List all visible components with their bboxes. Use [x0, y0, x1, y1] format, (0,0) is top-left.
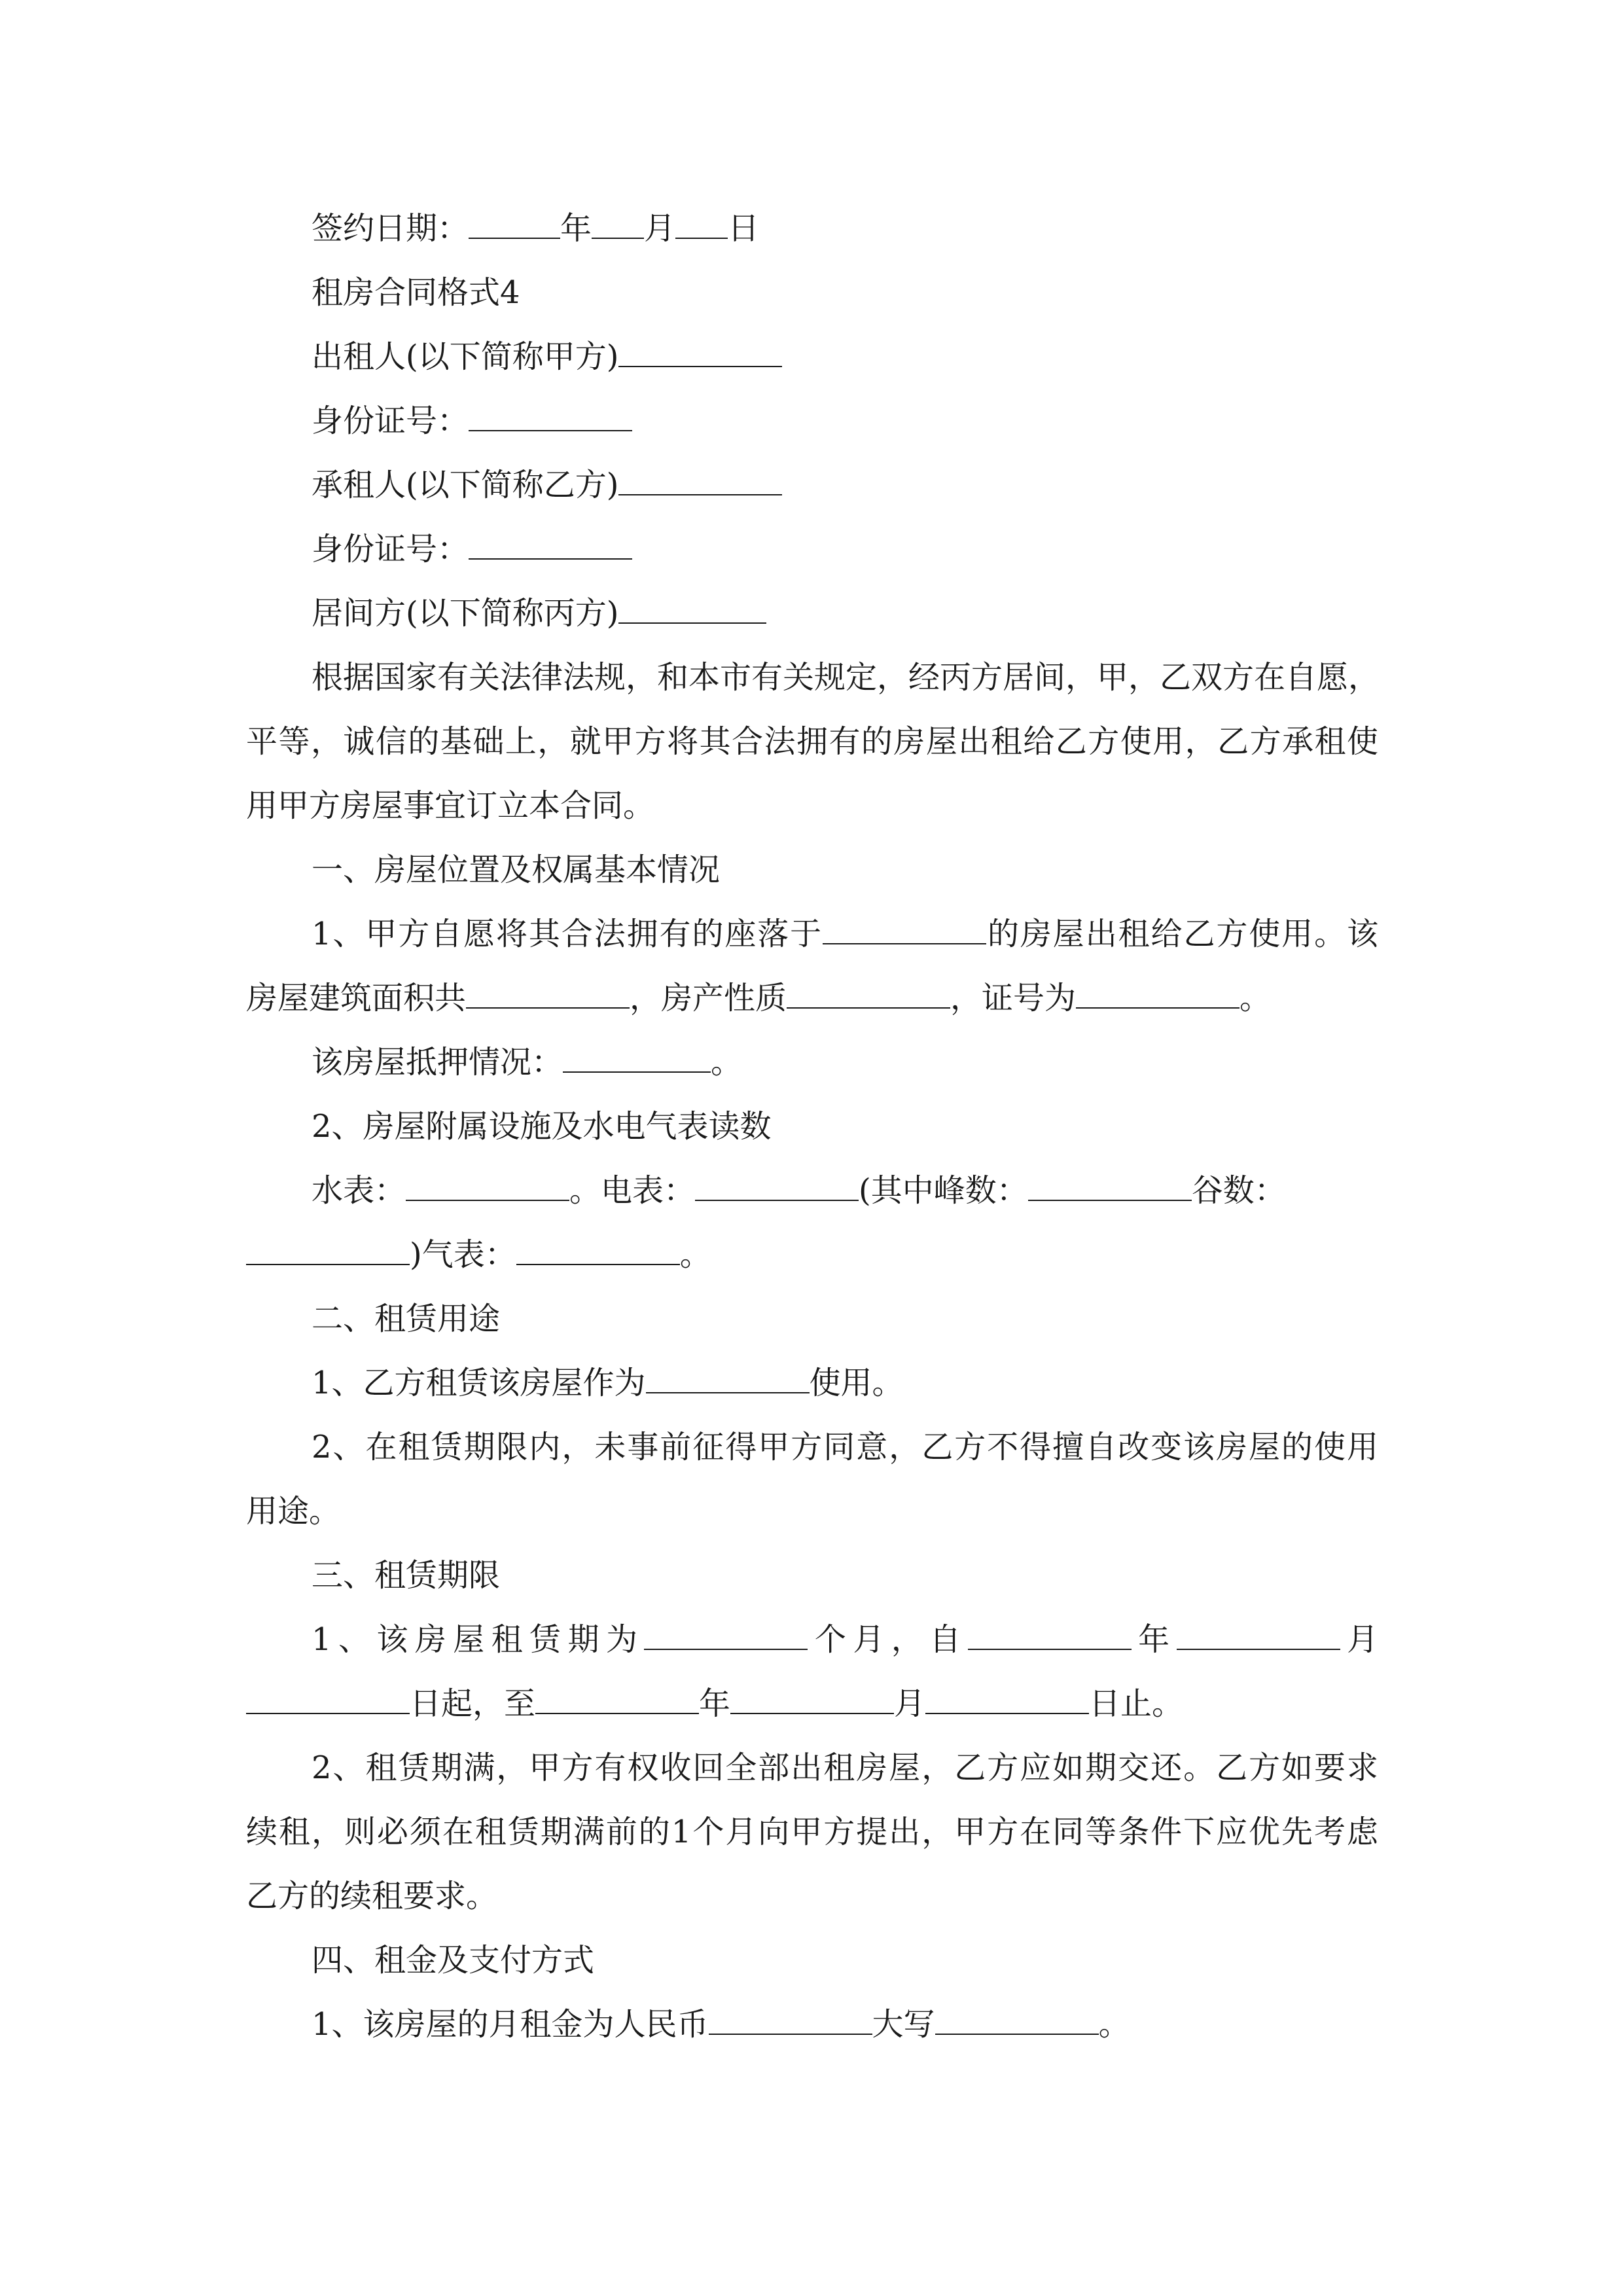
- start-month-blank: [1177, 1620, 1340, 1650]
- electric-meter-blank: [695, 1171, 859, 1201]
- meter-line-2: [246, 1223, 1378, 1287]
- clause-3-1-text-f: 年: [699, 1685, 731, 1722]
- location-blank: [823, 914, 986, 944]
- sign-date-day-label: 日: [728, 210, 760, 247]
- clause-3-1-line-1: [246, 1607, 1378, 1672]
- intro-line-3: 用甲方房屋事宜订立本合同。: [246, 787, 655, 824]
- tenant-id-line: [246, 517, 1378, 581]
- rent-amount-words-blank: [935, 2005, 1099, 2035]
- landlord-label: 出租人(以下简称甲方): [312, 338, 619, 375]
- agent-label: 居间方(以下简称丙方): [312, 595, 619, 632]
- section-1-title: 一、房屋位置及权属基本情况: [312, 852, 721, 888]
- sign-date-day-blank: [675, 209, 728, 239]
- clause-4-1-text-c: 。: [1098, 2006, 1130, 2043]
- clause-3-1-text-d: 月: [1340, 1621, 1378, 1658]
- clause-1-1-line-2: [246, 966, 1378, 1030]
- clause-2-1-text-a: 1、乙方租赁该房屋作为: [312, 1365, 646, 1401]
- clause-1-1-text-d: ，房产性质: [630, 980, 787, 1016]
- sign-date-label: 签约日期：: [312, 210, 469, 247]
- end-day-blank: [925, 1684, 1089, 1714]
- valley-label: 谷数：: [1191, 1172, 1286, 1209]
- section-4-title: 四、租金及支付方式: [312, 1942, 595, 1979]
- start-day-blank: [246, 1684, 410, 1714]
- clause-3-1-text-b: 个月，自: [808, 1621, 968, 1658]
- clause-3-1-text-a: 1、该房屋租赁期为: [312, 1621, 645, 1658]
- clause-3-1-text-h: 日止。: [1089, 1685, 1184, 1722]
- clause-3-1-text-g: 月: [894, 1685, 926, 1722]
- clause-2-1-text-b: 使用。: [809, 1365, 904, 1401]
- clause-3-1-text-c: 年: [1131, 1621, 1177, 1658]
- clause-1-1-text-a: 1、甲方自愿将其合法拥有的座落于: [312, 916, 823, 952]
- gas-meter-blank: [516, 1235, 680, 1265]
- clause-1-1-text-b: 的房屋出租给乙方使用。该: [986, 916, 1378, 952]
- intro-line-1: 根据国家有关法律法规，和本市有关规定，经丙方居间，甲，乙双方在自愿，: [312, 659, 1380, 696]
- landlord-blank: [618, 337, 782, 367]
- usage-blank: [646, 1363, 810, 1393]
- clause-1-1-text-f: 。: [1240, 980, 1272, 1016]
- sign-date-year-label: 年: [560, 210, 592, 247]
- mortgage-blank: [563, 1043, 711, 1073]
- mortgage-line: [246, 1030, 1378, 1094]
- peak-label: (其中峰数：: [859, 1172, 1028, 1209]
- sign-date-line: [246, 196, 1378, 260]
- valley-blank: [246, 1235, 410, 1265]
- rent-amount-blank: [709, 2005, 872, 2035]
- landlord-id-blank: [469, 401, 632, 431]
- tenant-id-label: 身份证号：: [312, 531, 469, 567]
- sign-date-month-label: 月: [644, 210, 676, 247]
- meter-line-1: [246, 1158, 1378, 1223]
- clause-3-1-line-2: [246, 1672, 1378, 1736]
- tenant-blank: [618, 465, 782, 495]
- clause-2-2-line-1: 2、在租赁期限内，未事前征得甲方同意，乙方不得擅自改变该房屋的使用: [312, 1429, 1378, 1465]
- sign-date-month-blank: [592, 209, 644, 239]
- section-3-title: 三、租赁期限: [312, 1557, 501, 1594]
- clause-2-1: [246, 1351, 1378, 1415]
- document-title: 租房合同格式4: [312, 274, 520, 311]
- clause-1-1-text-e: ，证号为: [950, 980, 1077, 1016]
- certificate-blank: [1076, 978, 1240, 1009]
- electric-meter-label: 。电表：: [569, 1172, 696, 1209]
- clause-3-1-text-e: 日起，至: [410, 1685, 536, 1722]
- mortgage-label: 该房屋抵押情况：: [312, 1044, 563, 1081]
- tenant-id-blank: [469, 529, 632, 560]
- clause-1-1-line-1: [246, 902, 1378, 966]
- sign-date-year-blank: [469, 209, 560, 239]
- document-body: [246, 196, 1378, 2056]
- landlord-id-label: 身份证号：: [312, 403, 469, 439]
- landlord-line: [246, 325, 1378, 389]
- landlord-id-line: [246, 389, 1378, 453]
- intro-line-2: 平等，诚信的基础上，就甲方将其合法拥有的房屋出租给乙方使用，乙方承租使: [246, 723, 1378, 760]
- property-type-blank: [787, 978, 950, 1009]
- area-blank: [466, 978, 630, 1009]
- water-meter-label: 水表：: [312, 1172, 406, 1209]
- clause-1-2: 2、房屋附属设施及水电气表读数: [312, 1108, 772, 1145]
- clause-3-2-line-1: 2、租赁期满，甲方有权收回全部出租房屋，乙方应如期交还。乙方如要求: [312, 1749, 1378, 1786]
- agent-blank: [618, 594, 766, 624]
- section-2-title: 二、租赁用途: [312, 1300, 501, 1337]
- water-meter-blank: [406, 1171, 569, 1201]
- meter-end: 。: [679, 1236, 711, 1273]
- clause-4-1: [246, 1992, 1378, 2056]
- clause-4-1-text-a: 1、该房屋的月租金为人民币: [312, 2006, 709, 2043]
- end-month-blank: [730, 1684, 894, 1714]
- gas-meter-label: )气表：: [410, 1236, 516, 1273]
- clause-3-2-line-2: 续租，则必须在租赁期满前的1个月向甲方提出，甲方在同等条件下应优先考虑: [246, 1814, 1378, 1850]
- lease-months-blank: [644, 1620, 808, 1650]
- mortgage-end: 。: [711, 1044, 743, 1081]
- tenant-label: 承租人(以下简称乙方): [312, 467, 619, 503]
- clause-3-2-line-3: 乙方的续租要求。: [246, 1878, 498, 1914]
- start-year-blank: [968, 1620, 1132, 1650]
- tenant-line: [246, 453, 1378, 517]
- end-year-blank: [535, 1684, 699, 1714]
- clause-1-1-text-c: 房屋建筑面积共: [246, 980, 467, 1016]
- clause-4-1-text-b: 大写: [872, 2006, 935, 2043]
- agent-line: [246, 581, 1378, 645]
- peak-blank: [1028, 1171, 1192, 1201]
- clause-2-2-line-2: 用途。: [246, 1493, 341, 1530]
